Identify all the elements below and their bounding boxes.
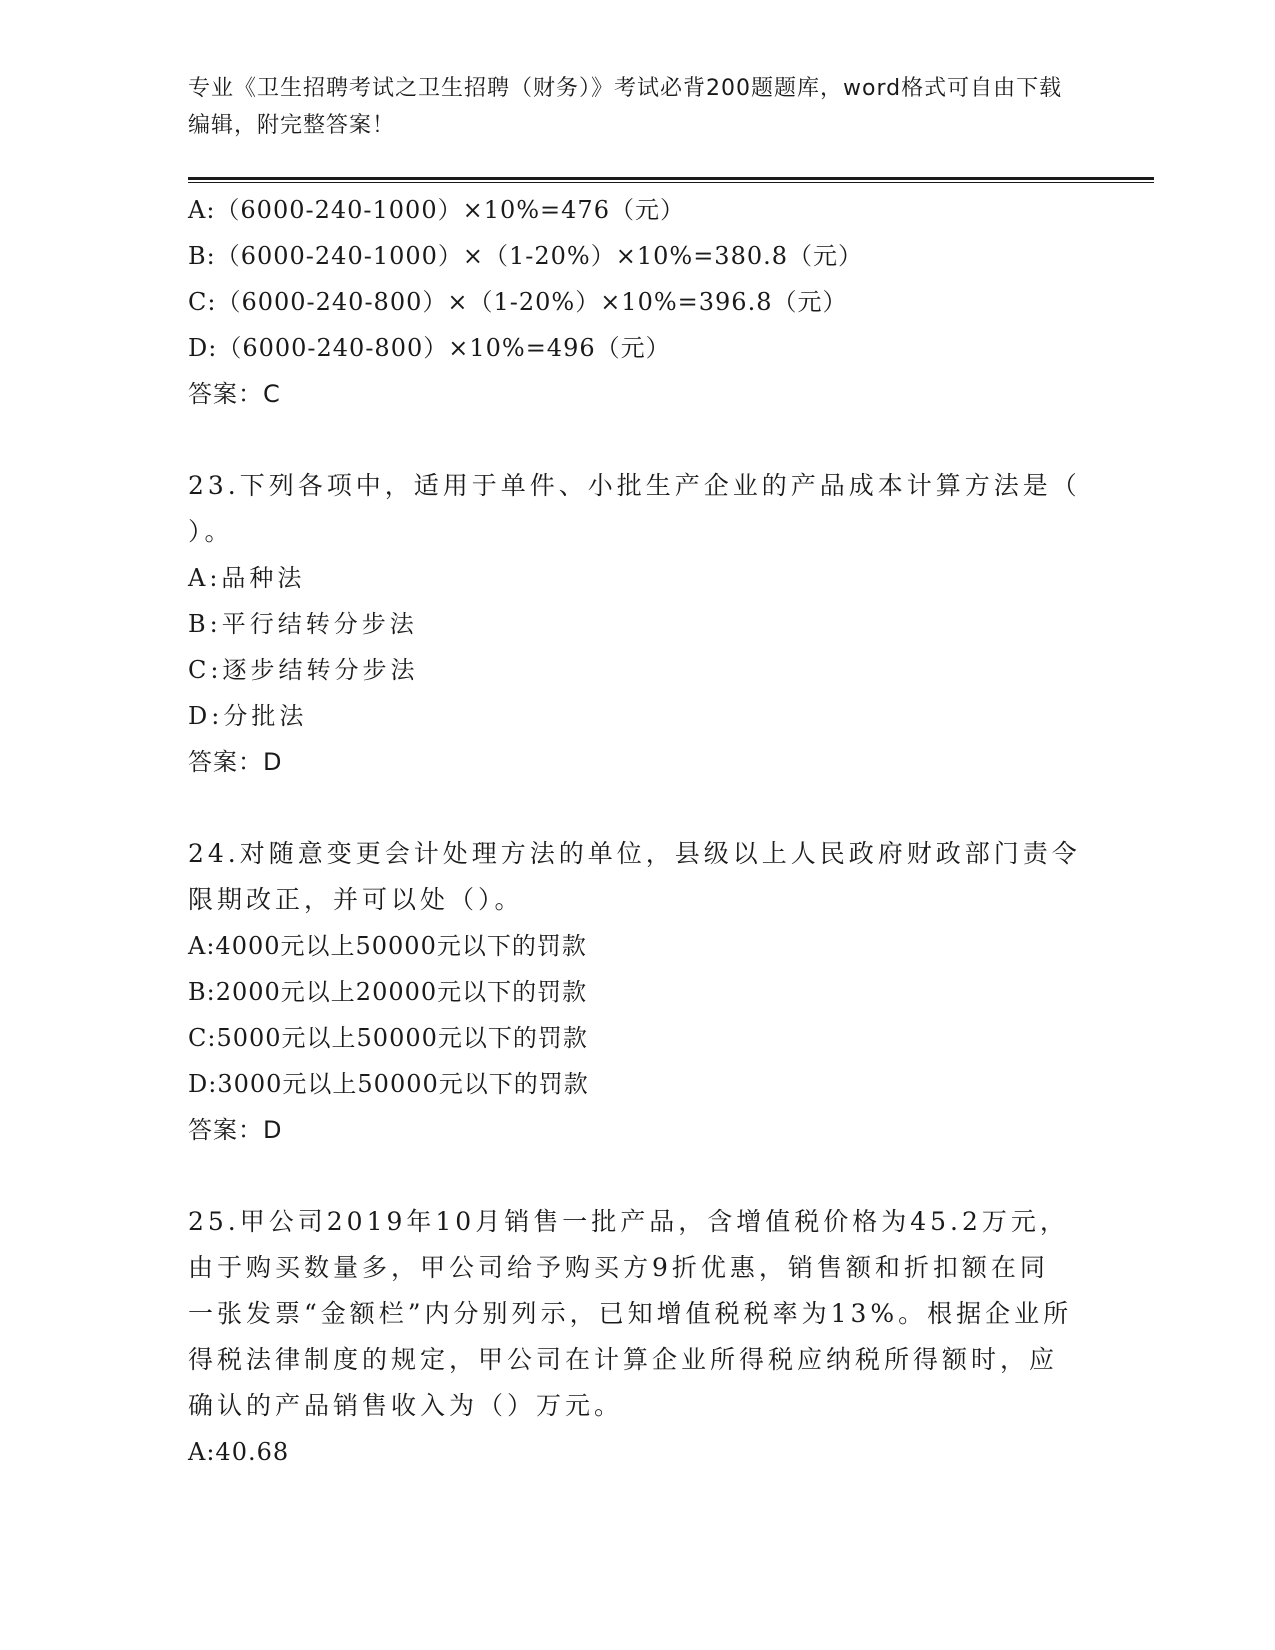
option-d: D:3000元以上50000元以下的罚款	[188, 1070, 589, 1098]
header-divider-thin	[188, 182, 1154, 183]
question-stem: 确认的产品销售收入为（）万元。	[188, 1391, 624, 1420]
option-b: B:平行结转分步法	[188, 610, 418, 638]
question-stem: 一张发票“金额栏”内分别列示，已知增值税税率为13%。根据企业所	[188, 1299, 1073, 1328]
spacer	[188, 1153, 1088, 1199]
option-b: B:（6000-240-1000）×（1-20%）×10%=380.8（元）	[188, 242, 864, 270]
answer: 答案：D	[188, 748, 283, 776]
question-stem: 23.下列各项中，适用于单件、小批生产企业的产品成本计算方法是（	[188, 471, 1081, 500]
answer: 答案：D	[188, 1116, 283, 1144]
question-23	[188, 463, 1088, 785]
document-header: 专业《卫生招聘考试之卫生招聘（财务）》考试必背200题题库，word格式可自由下载编辑，附完整答案！	[188, 76, 1063, 138]
question-22	[188, 187, 1088, 417]
option-c: C:（6000-240-800）×（1-20%）×10%=396.8（元）	[188, 288, 848, 316]
spacer	[188, 417, 1088, 463]
question-stem: 得税法律制度的规定，甲公司在计算企业所得税应纳税所得额时，应	[188, 1345, 1059, 1374]
option-c: C:5000元以上50000元以下的罚款	[188, 1024, 588, 1052]
question-stem: 限期改正，并可以处（）。	[188, 885, 524, 914]
document-body	[188, 187, 1088, 1475]
header-divider-thick	[188, 177, 1154, 180]
question-stem: 由于购买数量多，甲公司给予购买方9折优惠，销售额和折扣额在同	[188, 1253, 1049, 1282]
option-b: B:2000元以上20000元以下的罚款	[188, 978, 588, 1006]
answer: 答案：C	[188, 380, 281, 408]
option-d: D:分批法	[188, 702, 308, 730]
question-stem: ）。	[188, 517, 234, 546]
option-a: A:（6000-240-1000）×10%=476（元）	[188, 196, 685, 224]
option-c: C:逐步结转分步法	[188, 656, 419, 684]
question-stem: 25.甲公司2019年10月销售一批产品，含增值税价格为45.2万元，	[188, 1207, 1069, 1236]
spacer	[188, 785, 1088, 831]
question-24	[188, 831, 1088, 1153]
option-a: A:品种法	[188, 564, 306, 592]
option-d: D:（6000-240-800）×10%=496（元）	[188, 334, 671, 362]
option-a: A:40.68	[188, 1438, 290, 1466]
option-a: A:4000元以上50000元以下的罚款	[188, 932, 587, 960]
question-25	[188, 1199, 1088, 1475]
question-stem: 24.对随意变更会计处理方法的单位，县级以上人民政府财政部门责令	[188, 839, 1081, 868]
